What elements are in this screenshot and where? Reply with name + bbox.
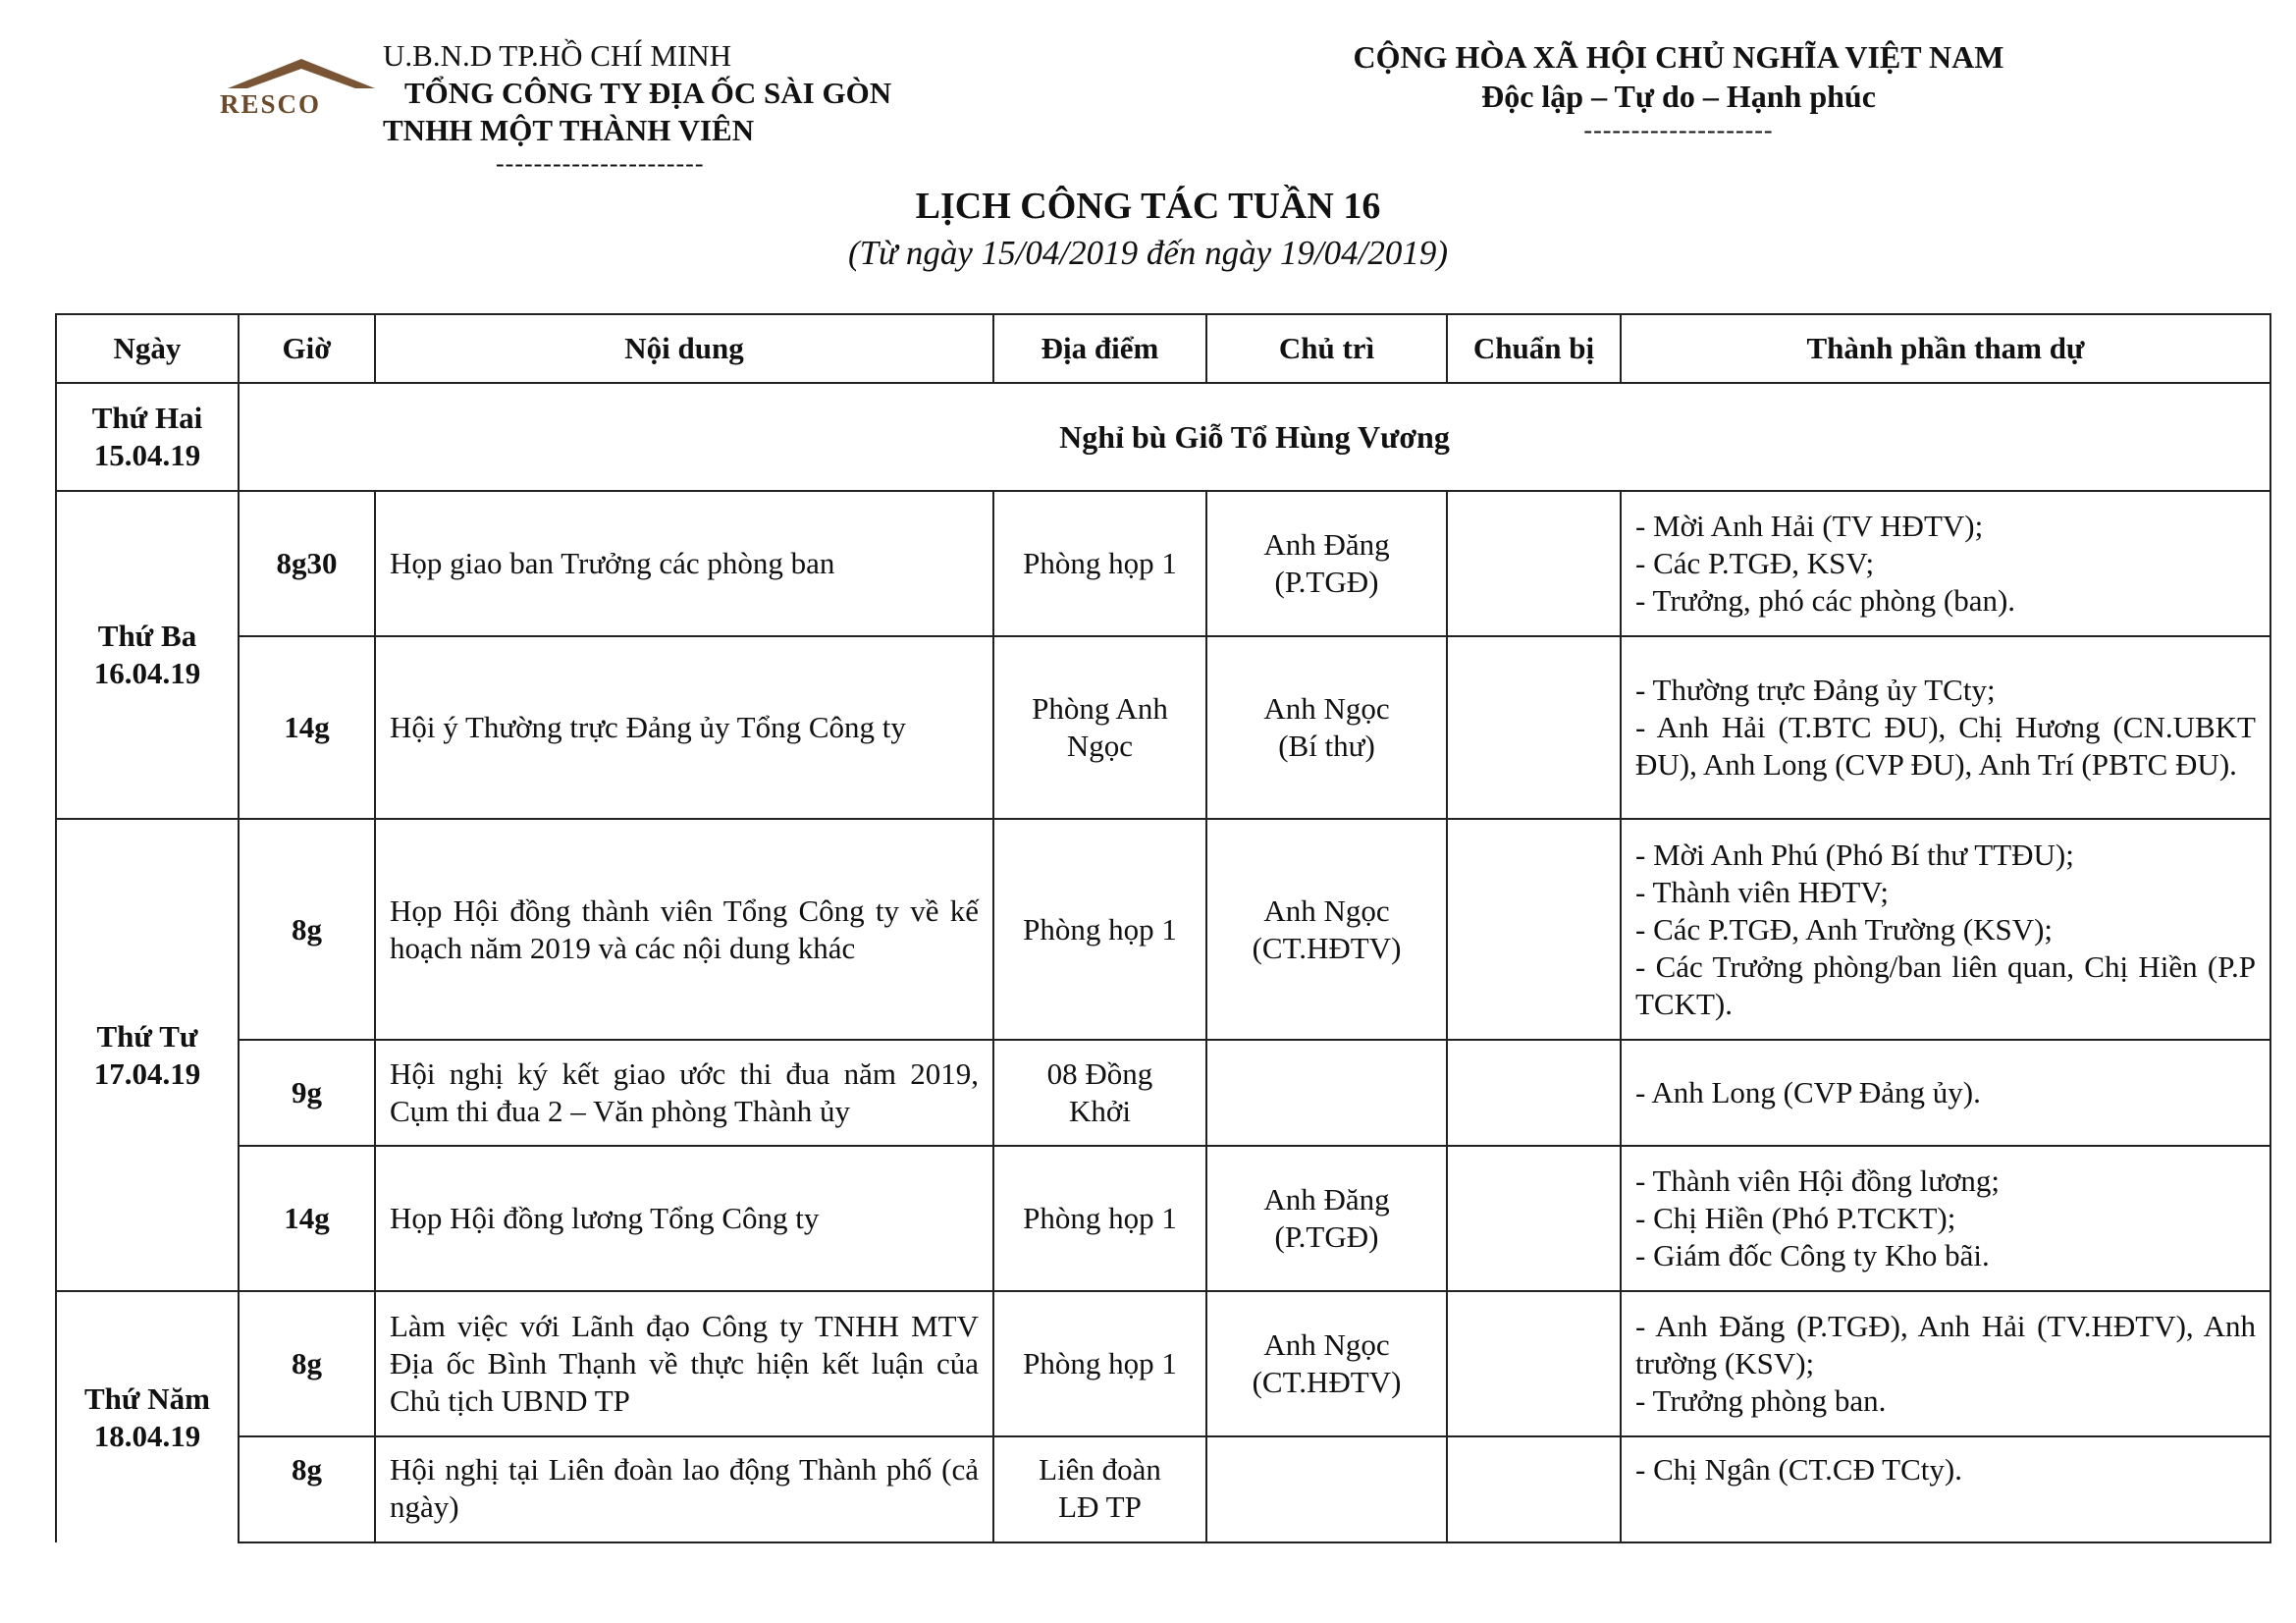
attendees-cell	[1621, 819, 2270, 1040]
day-cell	[56, 491, 239, 819]
chair-role: (Bí thư)	[1278, 729, 1375, 763]
day-name: Thứ Hai	[91, 401, 203, 435]
table-row	[56, 491, 2270, 636]
content-cell: Họp Hội đồng lương Tổng Công ty	[375, 1146, 993, 1291]
location-cell: Phòng họp 1	[993, 819, 1206, 1040]
time-cell: 14g	[239, 1146, 375, 1291]
location-text: Liên đoàn LĐ TP	[1039, 1452, 1161, 1524]
schedule-table	[55, 313, 2271, 1543]
time-cell: 9g	[239, 1040, 375, 1146]
content-cell: Họp giao ban Trưởng các phòng ban	[375, 491, 993, 636]
table-header-row	[56, 314, 2270, 383]
location-cell: Phòng họp 1	[993, 491, 1206, 636]
chair-role: (CT.HĐTV)	[1252, 1365, 1402, 1399]
chair-cell	[1206, 1146, 1447, 1291]
prep-cell	[1447, 1291, 1621, 1436]
table-row	[56, 819, 2270, 1040]
date-range: (Từ ngày 15/04/2019 đến ngày 19/04/2019)	[847, 234, 1449, 272]
attendees-cell	[1621, 636, 2270, 819]
chair-role: (P.TGĐ)	[1274, 1219, 1379, 1254]
content-cell: Hội ý Thường trực Đảng ủy Tổng Công ty	[375, 636, 993, 819]
location-cell	[993, 1040, 1206, 1146]
national-motto-block	[1306, 37, 2052, 145]
issuer-block	[383, 37, 891, 179]
attendee-item: - Thành viên Hội đồng lương;	[1635, 1163, 2001, 1198]
day-date: 17.04.19	[93, 1055, 201, 1091]
day-date: 18.04.19	[93, 1418, 201, 1453]
col-header-location: Địa điểm	[993, 314, 1206, 383]
content-cell: Hội nghị ký kết giao ước thi đua năm 2019, Cụm thi đua 2 – Văn phòng Thành ủy	[375, 1040, 993, 1146]
day-date: 16.04.19	[93, 656, 201, 690]
chair-name: Anh Ngọc	[1263, 893, 1390, 928]
attendee-item: - Chị Ngân (CT.CĐ TCty).	[1635, 1452, 1962, 1487]
attendee-item: - Các P.TGĐ, KSV;	[1635, 546, 1875, 580]
location-cell: Phòng họp 1	[993, 1291, 1206, 1436]
location-cell: Phòng họp 1	[993, 1146, 1206, 1291]
day-cell	[56, 1291, 239, 1542]
time-text: 8g	[292, 1452, 322, 1487]
day-name: Thứ Năm	[84, 1380, 210, 1416]
chair-role: (P.TGĐ)	[1274, 565, 1379, 599]
attendees-cell	[1621, 1436, 2270, 1542]
prep-cell	[1447, 1146, 1621, 1291]
country-name: CỘNG HÒA XÃ HỘI CHỦ NGHĨA VIỆT NAM	[1353, 39, 2004, 75]
col-header-content: Nội dung	[375, 314, 993, 383]
chair-name: Anh Đăng	[1263, 1182, 1390, 1217]
day-name: Thứ Tư	[96, 1018, 198, 1054]
prep-cell	[1447, 1436, 1621, 1542]
day-cell	[56, 819, 239, 1291]
col-header-chair: Chủ trì	[1206, 314, 1447, 383]
attendee-item: - Thành viên HĐTV;	[1635, 874, 1889, 909]
attendee-item: - Mời Anh Phú (Phó Bí thư TTĐU);	[1635, 837, 2074, 872]
table-row	[56, 636, 2270, 819]
holiday-cell: Nghỉ bù Giỗ Tổ Hùng Vương	[239, 383, 2270, 491]
content-cell: Làm việc với Lãnh đạo Công ty TNHH MTV Địa ốc Bình Thạnh về thực hiện kết luận của Chủ tịch UBND TP	[375, 1291, 993, 1436]
issuer-line-3: TNHH MỘT THÀNH VIÊN	[383, 113, 755, 147]
time-cell: 8g	[239, 819, 375, 1040]
attendee-item: - Mời Anh Hải (TV HĐTV);	[1635, 509, 1984, 543]
issuer-line-2: TỔNG CÔNG TY ĐỊA ỐC SÀI GÒN	[404, 76, 892, 110]
table-row	[56, 383, 2270, 491]
chair-cell	[1206, 491, 1447, 636]
content-cell	[375, 1436, 993, 1542]
attendee-item: - Anh Long (CVP Đảng ủy).	[1635, 1075, 1981, 1109]
attendee-item: - Trưởng phòng ban.	[1635, 1383, 1887, 1418]
chair-cell	[1206, 1291, 1447, 1436]
day-date: 15.04.19	[93, 438, 201, 472]
chair-cell	[1206, 636, 1447, 819]
attendee-item: - Anh Hải (T.BTC ĐU), Chị Hương (CN.UBKT ĐU), Anh Long (CVP ĐU), Anh Trí (PBTC ĐU).	[1635, 710, 2256, 782]
prep-cell	[1447, 1040, 1621, 1146]
attendees-cell	[1621, 1291, 2270, 1436]
time-cell: 14g	[239, 636, 375, 819]
resco-logo	[218, 57, 385, 118]
attendee-item: - Anh Đăng (P.TGĐ), Anh Hải (TV.HĐTV), Anh trường (KSV);	[1635, 1309, 2256, 1380]
chair-name: Anh Ngọc	[1263, 1327, 1390, 1362]
table-row	[56, 1436, 2270, 1542]
col-header-prep: Chuẩn bị	[1447, 314, 1621, 383]
issuer-divider: ----------------------	[496, 149, 705, 178]
attendees-cell	[1621, 491, 2270, 636]
motto-divider: --------------------	[1583, 116, 1774, 144]
prep-cell	[1447, 491, 1621, 636]
prep-cell	[1447, 819, 1621, 1040]
chair-cell	[1206, 1040, 1447, 1146]
col-header-attendees: Thành phần tham dự	[1621, 314, 2270, 383]
table-row	[56, 1040, 2270, 1146]
logo-text: RESCO	[220, 89, 322, 119]
table-row	[56, 1146, 2270, 1291]
chair-cell	[1206, 819, 1447, 1040]
attendees-cell	[1621, 1146, 2270, 1291]
chair-cell	[1206, 1436, 1447, 1542]
attendees-cell	[1621, 1040, 2270, 1146]
chair-name: Anh Ngọc	[1263, 691, 1390, 726]
content-text: Hội nghị tại Liên đoàn lao động Thành phố (cả ngày)	[390, 1452, 979, 1524]
content-cell: Họp Hội đồng thành viên Tổng Công ty về kế hoạch năm 2019 và các nội dung khác	[375, 819, 993, 1040]
attendee-item: - Giám đốc Công ty Kho bãi.	[1635, 1238, 1990, 1272]
time-cell: 8g30	[239, 491, 375, 636]
day-cell	[56, 383, 239, 491]
col-header-day: Ngày	[56, 314, 239, 383]
attendee-item: - Các P.TGĐ, Anh Trường (KSV);	[1635, 911, 2054, 947]
attendee-item: - Các Trưởng phòng/ban liên quan, Chị Hiền (P.P TCKT).	[1635, 948, 2256, 1021]
attendee-item: - Thường trực Đảng ủy TCty;	[1635, 673, 1996, 707]
page-title: LỊCH CÔNG TÁC TUẦN 16	[915, 186, 1381, 227]
location-cell	[993, 1436, 1206, 1542]
col-header-time: Giờ	[239, 314, 375, 383]
issuer-line-1: U.B.N.D TP.HỒ CHÍ MINH	[383, 38, 732, 73]
chair-role: (CT.HĐTV)	[1252, 930, 1402, 965]
prep-cell	[1447, 636, 1621, 819]
location-cell	[993, 636, 1206, 819]
time-cell: 8g	[239, 1291, 375, 1436]
attendee-item: - Trưởng, phó các phòng (ban).	[1635, 583, 2016, 618]
location-text: Phòng Anh Ngọc	[1032, 691, 1168, 763]
motto: Độc lập – Tự do – Hạnh phúc	[1481, 79, 1876, 114]
day-name: Thứ Ba	[97, 619, 197, 653]
location-text: 08 Đồng Khởi	[1046, 1056, 1153, 1128]
attendee-item: - Chị Hiền (Phó P.TCKT);	[1635, 1201, 1956, 1235]
table-row	[56, 1291, 2270, 1436]
chair-name: Anh Đăng	[1263, 527, 1390, 562]
time-cell	[239, 1436, 375, 1542]
